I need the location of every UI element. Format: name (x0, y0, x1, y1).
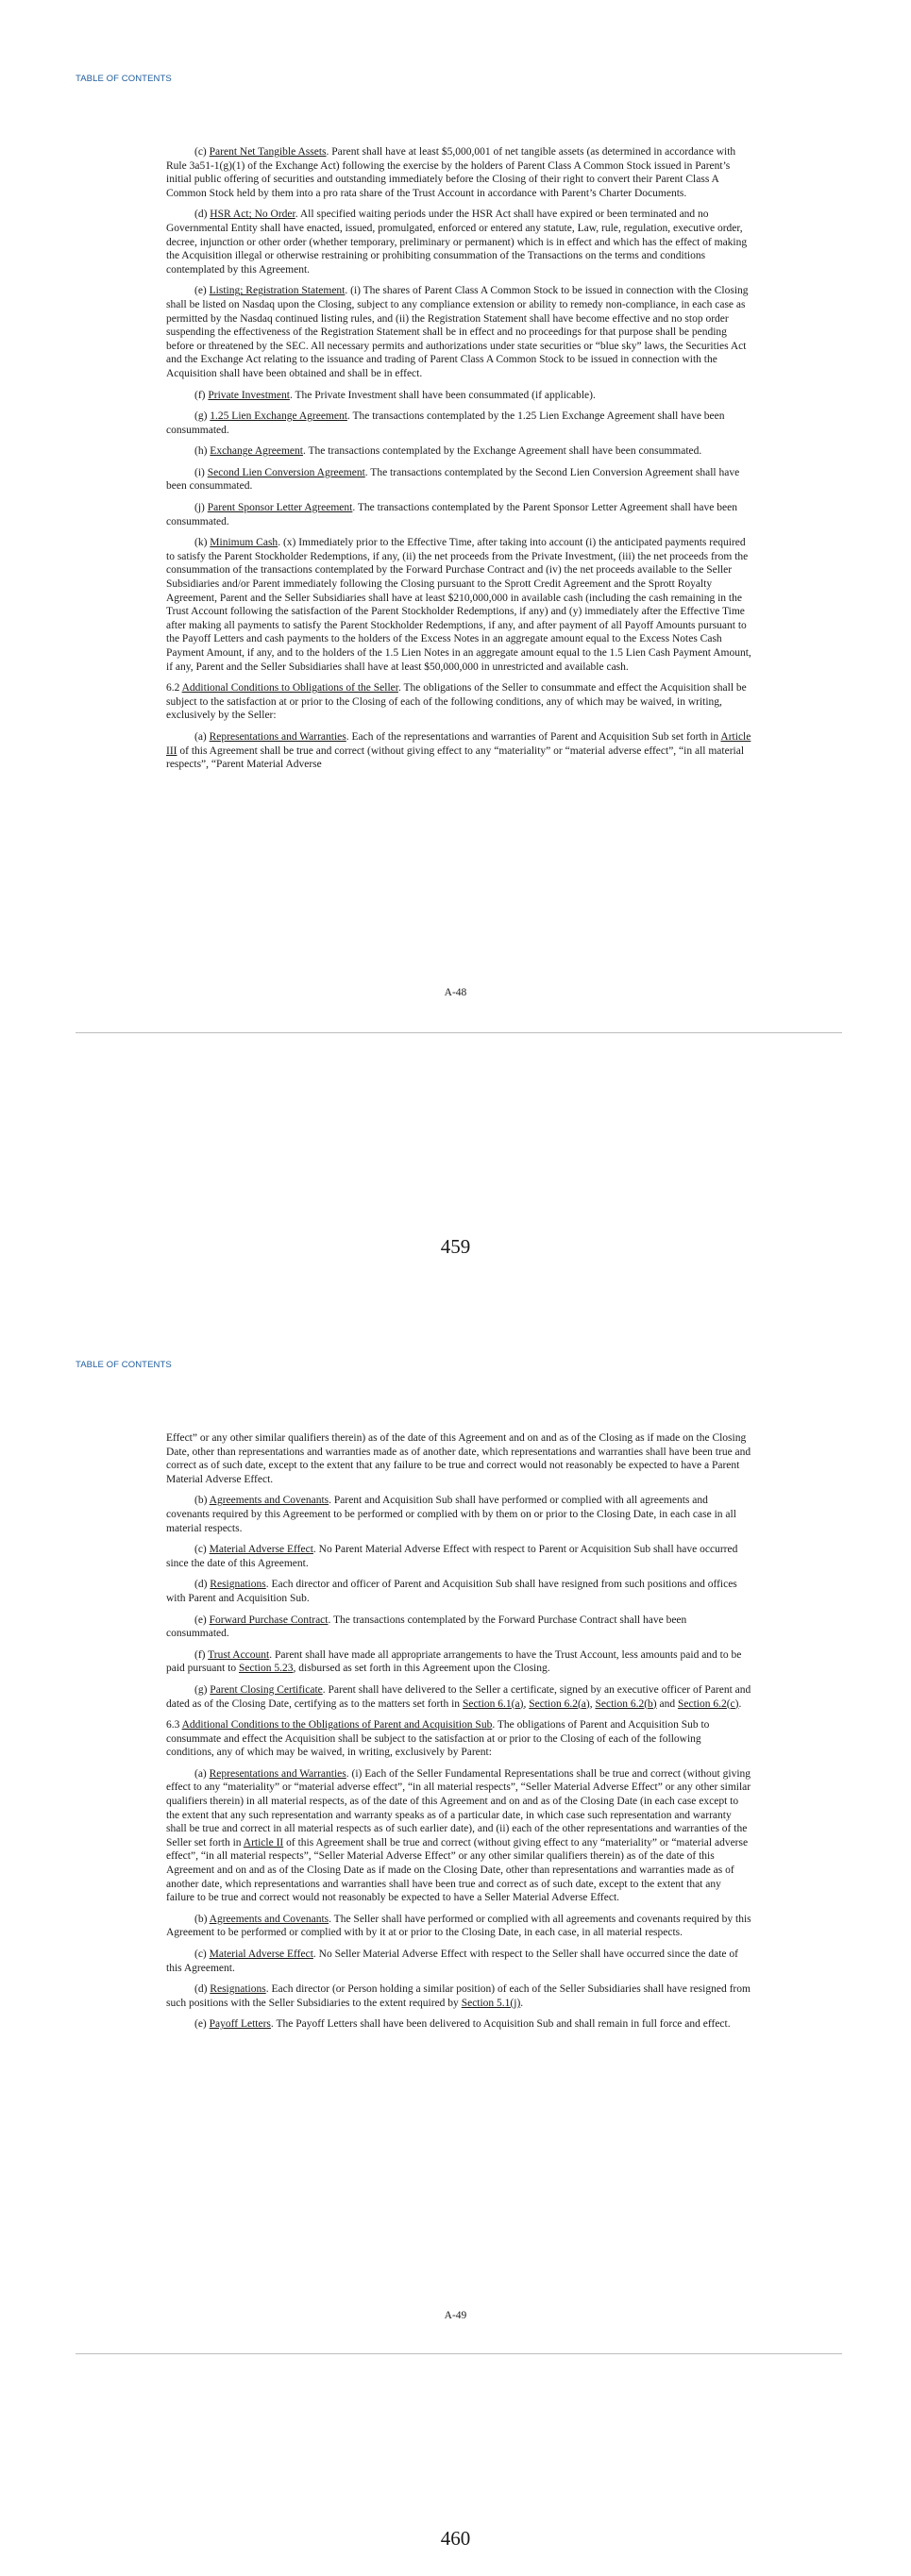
page-footer-number: A-48 (444, 987, 467, 998)
condition-6-2-a-continued: Effect” or any other similar qualifiers therein) as of the date of this Agreement and on and as of the Closing as if made on the Closing Date, other than representations and warranties made as of another date, which representations and warranties shall have been true and correct as of such date, except to the extent that any failure to be true and correct would not reasonably be expected to have a Parent Material Adverse Effect. (166, 1432, 751, 1485)
condition-6-2-b: (b) Agreements and Covenants. Parent and Acquisition Sub shall have performed or complied with all agreements and covenants required by this Agreement to be performed or complied with by them on or prior to the Closing Date, in each case in all material respects. (166, 1495, 736, 1534)
section-5-1-j-link[interactable]: Section 5.1(j) (461, 1997, 521, 2009)
condition-6-1-i: (i) Second Lien Conversion Agreement. The transactions contemplated by the Second Lien Conversion Agreement shall have been consummated. (166, 466, 740, 493)
condition-6-2-f: (f) Trust Account. Parent shall have made all appropriate arrangements to have the Trust Account, less amounts paid and to be paid pursuant to Section 5.23, disbursed as set forth in this Agreement upon the Closing. (166, 1648, 742, 1675)
heading-reps-warranties: Representations and Warranties (209, 1767, 346, 1780)
section-6-2-b-link[interactable]: Section 6.2(b) (595, 1698, 657, 1710)
condition-6-1-k: (k) Minimum Cash. (x) Immediately prior to the Effective Time, after taking into account (i) the anticipated payments required to satisfy the Parent Stockholder Redemptions, if any, (ii) the net proceeds from the Private Investment, (iii) the net proceeds from the consummation of the transactions contemplated by the Forward Purchase Contract and (iv) the net proceeds available to the Seller Subsidiaries and/or Parent immediately following the Closing pursuant to the Sprott Credit Agreement and the Sprott Royalty Agreement, Parent and the Seller Subsidiaries shall have at least $210,000,000 in available cash (including the cash remaining in the Trust Account following the satisfaction of the Parent Stockholder Redemptions, if any) and (y) immediately after the Effective Time after making all payments to satisfy the Parent Stockholder Redemptions, if any, and after payment of all Payoff Amounts pursuant to the Payoff Letters and cash payments to the holders of the Excess Notes in an aggregate amount equal to the Excess Notes Cash Payment Amount, if any, and to the holders of the 1.5 Lien Notes in an aggregate amount equal to the 1.5 Lien Cash Payment Amount, if any, Parent and the Seller Subsidiaries shall have at least $50,000,000 in unrestricted and available cash. (166, 537, 751, 673)
heading-payoff-letters: Payoff Letters (209, 2018, 271, 2031)
heading-section-6-2: Additional Conditions to Obligations of the Seller (181, 682, 398, 694)
heading-hsr-act: HSR Act; No Order (210, 209, 295, 221)
page-divider (76, 1032, 842, 1033)
condition-6-1-c: (c) Parent Net Tangible Assets. Parent shall have at least $5,000,001 of net tangible assets (as determined in accordance with Rule 3a51-1(g)(1) of the Exchange Act) following the exercise by the holders of Parent Class A Common Stock issued in Parent’s initial public offering of securities and outstanding immediately before the Closing of their right to convert their Parent Class A Common Stock held by them into a pro rata share of the Trust Account in accordance with Parent’s Charter Documents. (166, 146, 736, 199)
page-1-body (166, 145, 751, 779)
heading-exchange-agreement: Exchange Agreement (210, 445, 303, 458)
section-6-3: 6.3 Additional Conditions to the Obligations of Parent and Acquisition Sub. The obligations of Parent and Acquisition Sub to consummate and effect the Acquisition shall be subject to the satisfaction at or prior to the Closing of each of the following conditions, any of which may be waived, in writing, exclusively by Parent: (166, 1719, 710, 1759)
condition-6-1-h: (h) Exchange Agreement. The transactions contemplated by the Exchange Agreement shall have been consummated. (194, 445, 702, 458)
condition-6-1-f: (f) Private Investment. The Private Investment shall have been consummated (if applicable). (194, 389, 596, 401)
heading-resignations: Resignations (210, 1983, 266, 1996)
condition-6-1-d: (d) HSR Act; No Order. All specified waiting periods under the HSR Act shall have expired or been terminated and no Governmental Entity shall have enacted, issued, promulgated, enforced or entered any statute, Law, rule, regulation, executive order, decree, injunction or other order (whether temporary, preliminary or permanent) which is in effect and which has the effect of making the Acquisition illegal or otherwise restraining or prohibiting consummation of the Transactions on the terms and conditions contemplated by this Agreement. (166, 209, 748, 276)
article-ii-link[interactable]: Article II (243, 1836, 284, 1848)
condition-6-1-g: (g) 1.25 Lien Exchange Agreement. The transactions contemplated by the 1.25 Lien Exchange Agreement shall have been consummated. (166, 410, 725, 436)
heading-material-adverse-effect: Material Adverse Effect (209, 1949, 313, 1960)
condition-6-3-c: (c) Material Adverse Effect. No Seller Material Adverse Effect with respect to the Seller shall have occurred since the date of this Agreement. (166, 1949, 738, 1974)
heading-forward-purchase: Forward Purchase Contract (209, 1614, 329, 1626)
heading-parent-closing-certificate: Parent Closing Certificate (210, 1683, 323, 1696)
condition-6-3-e: (e) Payoff Letters. The Payoff Letters shall have been delivered to Acquisition Sub and shall remain in full force and effect. (194, 2018, 731, 2031)
heading-agreements-covenants: Agreements and Covenants (209, 1495, 329, 1507)
heading-resignations: Resignations (210, 1579, 266, 1591)
heading-private-investment: Private Investment (208, 389, 290, 401)
pdf-page-number: 459 (440, 1235, 471, 1258)
condition-6-2-g: (g) Parent Closing Certificate. Parent shall have delivered to the Seller a certificate, signed by an executive officer of Parent and dated as of the Closing Date, certifying as to the matters set forth in Section 6.1(a), Section 6.2(a), Section 6.2(b) and Section 6.2(c). (166, 1683, 751, 1710)
condition-6-2-c: (c) Material Adverse Effect. No Parent Material Adverse Effect with respect to Parent or Acquisition Sub shall have occurred since the date of this Agreement. (166, 1544, 738, 1569)
page-divider (76, 2353, 842, 2354)
condition-6-3-d: (d) Resignations. Each director (or Person holding a similar position) of each of the Seller Subsidiaries shall have resigned from such positions with the Seller Subsidiaries to the extent required by Section 5.1(j). (166, 1983, 751, 2009)
page-footer-number: A-49 (444, 2310, 467, 2321)
heading-trust-account: Trust Account (208, 1648, 270, 1661)
section-6-2-c-link[interactable]: Section 6.2(c) (677, 1698, 739, 1710)
pdf-page-number: 460 (440, 2527, 471, 2550)
page-2-body (166, 1431, 751, 2039)
heading-parent-net-tangible-assets: Parent Net Tangible Assets (209, 146, 327, 158)
heading-agreements-covenants: Agreements and Covenants (209, 1913, 329, 1925)
heading-lien-exchange: 1.25 Lien Exchange Agreement (210, 410, 347, 423)
table-of-contents-link[interactable]: TABLE OF CONTENTS (76, 1360, 172, 1370)
article-iii-link[interactable]: Article III (166, 730, 751, 757)
heading-minimum-cash: Minimum Cash (210, 537, 278, 549)
heading-listing: Listing; Registration Statement (209, 285, 346, 297)
condition-6-2-a: (a) Representations and Warranties. Each of the representations and warranties of Parent and Acquisition Sub set forth in Article III of this Agreement shall be true and correct (without giving effect to any “materiality” or “material adverse effect”, “in all material respects”, “Parent Material Adverse (166, 730, 751, 771)
condition-6-3-b: (b) Agreements and Covenants. The Seller shall have performed or complied with all agreements and covenants required by this Agreement to be performed or complied with by it at or prior to the Closing Date, in each case, in all material respects. (166, 1913, 751, 1939)
heading-material-adverse-effect: Material Adverse Effect (209, 1544, 313, 1556)
heading-sponsor-letter: Parent Sponsor Letter Agreement (207, 502, 353, 514)
section-6-1-a-link[interactable]: Section 6.1(a) (462, 1698, 524, 1710)
condition-6-1-e: (e) Listing; Registration Statement. (i) The shares of Parent Class A Common Stock to be issued in connection with the Closing shall be listed on Nasdaq upon the Closing, subject to any compliance extension or ability to remedy non-compliance, in each case as permitted by the Nasdaq continued listing rules, and (ii) the Registration Statement shall have become effective and no stop order suspending the effectiveness of the Registration Statement shall be in effect and no proceedings for that purpose shall be pending before or threatened by the SEC. All necessary permits and authorizations under state securities or “blue sky” laws, the Securities Act and the Exchange Act relating to the issuance and trading of Parent Class A Common Stock to be issued in connection with the Acquisition shall have been obtained and shall be in effect. (166, 285, 749, 379)
condition-6-2-d: (d) Resignations. Each director and officer of Parent and Acquisition Sub shall have resigned from such positions and offices with Parent and Acquisition Sub. (166, 1579, 737, 1604)
section-6-2-a-link[interactable]: Section 6.2(a) (529, 1698, 590, 1710)
condition-6-1-j: (j) Parent Sponsor Letter Agreement. The transactions contemplated by the Parent Sponsor Letter Agreement shall have been consummated. (166, 502, 737, 527)
section-5-23-link[interactable]: Section 5.23 (238, 1663, 294, 1675)
heading-second-lien: Second Lien Conversion Agreement (207, 466, 365, 478)
condition-6-3-a: (a) Representations and Warranties. (i) Each of the Seller Fundamental Representations shall be true and correct (without giving effect to any “materiality” or “material adverse effect”, “in all material respects”, “Seller Material Adverse Effect” or any other similar qualifiers therein) in all material respects, as of the date of this Agreement and on and as of the Closing Date (in each case except to the extent that any such representation and warranty speaks as of a particular date, in which case such representation and warranty shall be true and correct in all material respects as of such earlier date), and (ii) each of the other representations and warranties of the Seller set forth in Article II of this Agreement shall be true and correct (without giving effect to any “materiality” or “material adverse effect”, “in all material respects”, “Seller Material Adverse Effect” or any other similar qualifiers therein) as of the date of this Agreement and on and as of the Closing Date as if made on the Closing Date, other than representations and warranties made as of another date, which representations and warranties shall have been true and correct as of such date, except to the extent that any failure to be true and correct would not reasonably be expected to have a Seller Material Adverse Effect. (166, 1767, 751, 1904)
heading-section-6-3: Additional Conditions to the Obligations of Parent and Acquisition Sub (181, 1719, 493, 1731)
section-6-2: 6.2 Additional Conditions to Obligations of the Seller. The obligations of the Seller to consummate and effect the Acquisition shall be subject to the satisfaction at or prior to the Closing of each of the following conditions, any of which may be waived, in writing, exclusively by the Seller: (166, 682, 747, 722)
table-of-contents-link[interactable]: TABLE OF CONTENTS (76, 74, 172, 84)
condition-6-2-e: (e) Forward Purchase Contract. The transactions contemplated by the Forward Purchase Contract shall have been consummated. (166, 1614, 687, 1640)
heading-reps-warranties: Representations and Warranties (209, 730, 346, 743)
